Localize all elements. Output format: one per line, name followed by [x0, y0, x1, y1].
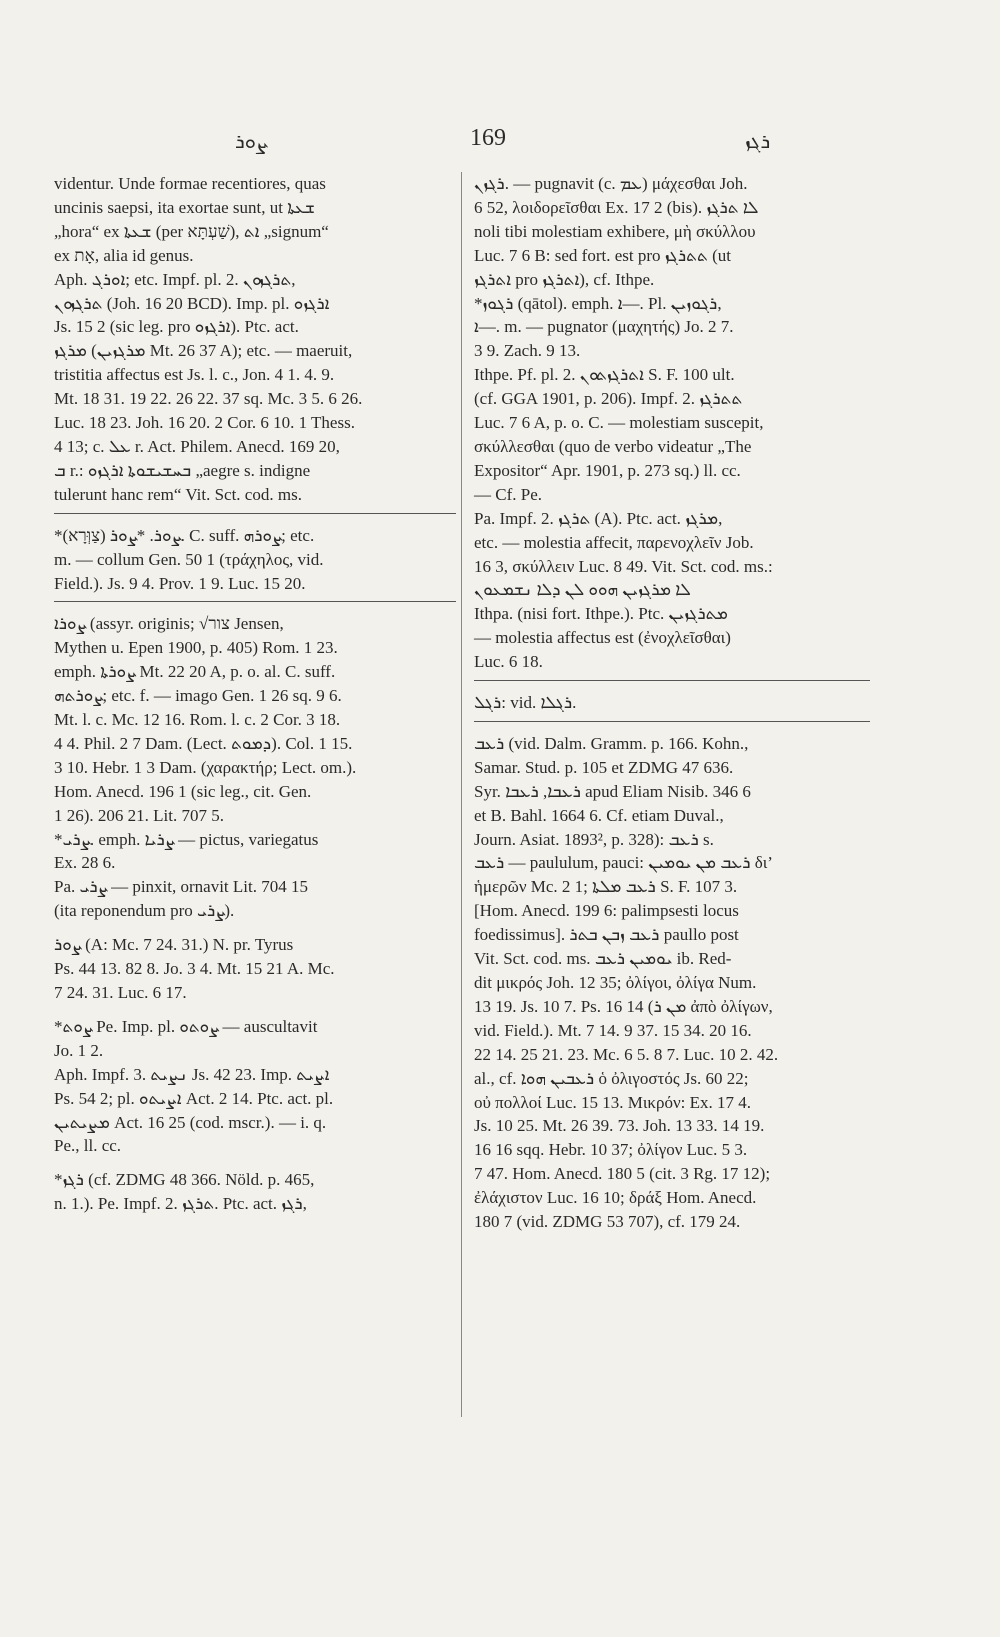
text-line: (ita reponendum pro ܨܪܝ).: [54, 901, 235, 921]
text-line: *ܪܓܙ (cf. ZDMG 48 366. Nöld. p. 465,: [54, 1170, 315, 1190]
text-line: ἡμερῶν Mc. 2 1; ܪܥܒ ܡܠܬܐ S. F. 107 3.: [474, 877, 738, 897]
text-line: 6 52, λοιδορεῖσθαι Ex. 17 2 (bis). ܠܐ ܬܪܓܙ: [474, 197, 759, 217]
text-line: „hora“ ex ܫܥܬܐ (per שַׁעְתָּא), ܐܬ „signum“: [54, 221, 329, 241]
entry-divider: [54, 601, 456, 602]
text-line: vid. Field.). Mt. 7 14. 9 37. 15 34. 20 16.: [474, 1020, 752, 1040]
entry-divider: [474, 680, 870, 681]
text-line: Aph. Impf. 3. ܢܨܝܬ Js. 42 23. Imp. ܐܨܝܬ: [54, 1064, 330, 1084]
page-number: 169: [470, 125, 506, 151]
text-line: Mt. l. c. Mc. 12 16. Rom. l. c. 2 Cor. 3 18.: [54, 710, 341, 730]
text-line: tristitia affectus est Js. l. c., Jon. 4 1. 4. 9.: [54, 365, 335, 385]
text-line: ܪܥܒ — paululum, pauci: ܪܥܒ ܡܢ ܝܘܡܝܢ δι’: [474, 853, 773, 873]
text-line: 16 16 sqq. Hebr. 10 37; ὀλίγον Luc. 5 3.: [474, 1140, 748, 1160]
text-line: ܬܪܓܙܘܢ (Joh. 16 20 BCD). Imp. pl. ܐܪܓܙܘ: [54, 293, 330, 313]
text-line: 13 19. Js. 10 7. Ps. 16 14 (ܡܢ ܪ ἀπὸ ὀλίγων,: [474, 996, 773, 1016]
text-line: noli tibi molestiam exhibere, μὴ σκύλλου: [474, 221, 756, 241]
dictionary-entry: [54, 1168, 456, 1216]
dictionary-entry: [54, 172, 456, 507]
text-line: ܒ r.: ܒܚܫܝܫܘܬܐ ܐܪܓܙܘ „aegre s. indigne: [54, 460, 311, 480]
text-line: ܪܓܙܢ. — pugnavit (c. ܥܡ) μάχεσθαι Joh.: [474, 174, 748, 193]
text-line: 7 47. Hom. Anecd. 180 5 (cit. 3 Rg. 17 12);: [474, 1164, 771, 1184]
text-line: ex אָת, alia id genus.: [54, 245, 194, 265]
text-line: ܨܘܪ (A: Mc. 7 24. 31.) N. pr. Tyrus: [54, 935, 294, 955]
text-line: Field.). Js. 9 4. Prov. 1 9. Luc. 15 20.: [54, 573, 306, 593]
text-line: Pa. Impf. 2. ܬܪܓܙ (A). Ptc. act. ܡܪܓܙ,: [474, 508, 723, 528]
text-line: Aph. ܐܘܪܓ; etc. Impf. pl. 2. ܬܪܓܙܘܢ,: [54, 269, 296, 289]
text-line: tulerunt hanc rem“ Vit. Sct. cod. ms.: [54, 484, 302, 504]
left-column: [54, 172, 456, 1216]
text-line: *ܪܓܘܙ (qātol). emph. ܐ—. Pl. ܪܓܘܙܝܢ,: [474, 293, 722, 313]
text-line: Syr. ܪܥܒܐ, ܪܥܒܐ apud Eliam Nisib. 346 6: [474, 781, 751, 801]
dictionary-entry: [474, 691, 870, 715]
dictionary-entry: [54, 612, 456, 923]
text-line: Ithpe. Pf. pl. 2. ܐܬܪܓܙܬܘܢ S. F. 100 ult.: [474, 365, 735, 385]
text-line: 180 7 (vid. ZDMG 53 707), cf. 179 24.: [474, 1212, 741, 1232]
text-line: Vit. Sct. cod. ms. ܝܘܡܝܢ ܪܥܒ ib. Red-: [474, 949, 732, 969]
text-line: ܐܬܪܓܙ pro ܐܬܪܓܙ), cf. Ithpe.: [474, 269, 655, 289]
text-line: 7 24. 31. Luc. 6 17.: [54, 983, 187, 1002]
text-line: Hom. Anecd. 196 1 (sic leg., cit. Gen.: [54, 781, 312, 801]
text-line: 22 14. 25 21. 23. Mc. 6 5. 8 7. Luc. 10 2. 42.: [474, 1044, 779, 1064]
text-line: Journ. Asiat. 1893², p. 328): ܪܥܒ s.: [474, 829, 714, 849]
text-line: 4 13; c. ܥܠ r. Act. Philem. Anecd. 169 20,: [54, 436, 340, 456]
text-line: Mt. 18 31. 19 22. 26 22. 37 sq. Mc. 3 5. 6 26.: [54, 389, 363, 409]
text-line: al., cf. ܪܥܒܝܢ ܗܘܐ ὁ ὀλιγοστός Js. 60 22;: [474, 1068, 749, 1088]
dictionary-entry: [54, 933, 456, 1005]
text-line: [Hom. Anecd. 199 6: palimpsesti locus: [474, 901, 739, 921]
text-line: Js. 10 25. Mt. 26 39. 73. Joh. 13 33. 14 19.: [474, 1116, 765, 1136]
running-head-left: ܨܘܪ: [235, 129, 267, 153]
running-head-right: ܪܓܙ: [745, 129, 771, 153]
text-line: Pe., ll. cc.: [54, 1136, 122, 1156]
text-line: emph. ܨܘܪܬܐ Mt. 22 20 A, p. o. al. C. suff.: [54, 662, 336, 682]
text-line: *ܨܪܝ. emph. ܨܪܝܐ — pictus, variegatus: [54, 829, 319, 849]
text-line: — Cf. Pe.: [474, 484, 542, 504]
right-column: [474, 172, 870, 1234]
text-line: *ܨܘܪ. *ܨܘܪ (צַוְּרָא). C. suff. ܨܘܪܗ; etc.: [54, 525, 315, 545]
dictionary-entry: [474, 732, 870, 1234]
entry-divider: [54, 513, 456, 514]
text-line: Mythen u. Epen 1900, p. 405) Rom. 1 23.: [54, 638, 338, 658]
text-line: uncinis saepsi, ita exortae sunt, ut ܫܥܬܐ: [54, 197, 315, 217]
entry-gap: [54, 1005, 456, 1015]
text-line: videntur. Unde formae recentiores, quas: [54, 174, 326, 193]
column-divider: [461, 172, 462, 1417]
text-line: et B. Bahl. 1664 6. Cf. etiam Duval.,: [474, 805, 724, 825]
dictionary-entry: [474, 172, 870, 674]
entry-gap: [54, 923, 456, 933]
text-line: Ithpa. (nisi fort. Ithpe.). Ptc. ܡܬܪܓܙܝܢ: [474, 604, 728, 624]
text-line: ܨܘܪܬܗ; etc. f. — imago Gen. 1 26 sq. 9 6.: [54, 686, 342, 706]
text-line: οὐ πολλοί Luc. 15 13. Μικρόν: Ex. 17 4.: [474, 1092, 752, 1112]
text-line: Luc. 7 6 B: sed fort. est pro ܬܬܪܓܙ (ut: [474, 245, 731, 265]
dictionary-entry: [54, 524, 456, 596]
text-line: σκύλλεσθαι (quo de verbo videatur „The: [474, 436, 752, 456]
text-line: 3 10. Hebr. 1 3 Dam. (χαρακτήρ; Lect. om.).: [54, 757, 357, 777]
entry-divider: [474, 721, 870, 722]
text-line: Luc. 6 18.: [474, 652, 543, 672]
text-line: Js. 15 2 (sic leg. pro ܐܪܓܙܘ). Ptc. act.: [54, 317, 299, 337]
text-line: Ex. 28 6.: [54, 853, 116, 873]
text-line: ܡܨܝܬܝܢ Act. 16 25 (cod. mscr.). — i. q.: [54, 1112, 327, 1132]
text-line: Jo. 1 2.: [54, 1040, 104, 1060]
text-line: Luc. 7 6 A, p. o. C. — molestiam suscepit,: [474, 413, 764, 433]
text-line: Expositor“ Apr. 1901, p. 273 sq.) ll. cc.: [474, 460, 741, 480]
text-line: foedissimus]. ܪܥܒ ܙܒܢ ܒܬܪ paullo post: [474, 925, 739, 945]
text-line: ܡܪܓܙ (ܡܪܓܙܝܢ Mt. 26 37 A); etc. — maeruit,: [54, 341, 353, 361]
text-line: 3 9. Zach. 9 13.: [474, 341, 581, 361]
text-line: (cf. GGA 1901, p. 206). Impf. 2. ܬܬܪܓܙ: [474, 389, 743, 409]
text-line: 1 26). 206 21. Lit. 707 5.: [54, 805, 224, 825]
text-line: Samar. Stud. p. 105 et ZDMG 47 636.: [474, 757, 734, 777]
text-line: m. — collum Gen. 50 1 (τράχηλος, vid.: [54, 549, 324, 569]
text-line: ܪܓܠ: vid. ܪܓܠܐ.: [474, 693, 577, 713]
text-line: ܨܘܪܐ (assyr. originis; √צור Jensen,: [54, 614, 284, 634]
text-line: dit μικρός Joh. 12 35; ὀλίγοι, ὀλίγα Num.: [474, 973, 757, 992]
page-header: [0, 125, 1000, 165]
text-line: Pa. ܨܪܝ — pinxit, ornavit Lit. 704 15: [54, 877, 308, 897]
text-line: 4 4. Phil. 2 7 Dam. (Lect. ܕܡܘܬ). Col. 1 15.: [54, 733, 353, 753]
text-line: n. 1.). Pe. Impf. 2. ܬܪܓܙ. Ptc. act. ܪܓܙ,: [54, 1194, 307, 1214]
text-line: Luc. 18 23. Joh. 16 20. 2 Cor. 6 10. 1 Thess.: [54, 413, 355, 433]
entry-gap: [54, 1158, 456, 1168]
text-line: Ps. 44 13. 82 8. Jo. 3 4. Mt. 15 21 A. Mc.: [54, 959, 335, 979]
text-line: — molestia affectus est (ἐνοχλεῖσθαι): [474, 628, 731, 648]
text-line: etc. — molestia affecit, παρενοχλεῖν Job.: [474, 532, 754, 552]
text-line: Ps. 54 2; pl. ܐܨܝܬܘ Act. 2 14. Ptc. act. pl.: [54, 1088, 334, 1108]
text-line: 16 3, σκύλλειν Luc. 8 49. Vit. Sct. cod. ms.:: [474, 556, 773, 576]
text-line: ܐ—. m. — pugnator (μαχητής) Jo. 2 7.: [474, 317, 734, 337]
text-line: ἐλάχιστον Luc. 16 10; δράξ Hom. Anecd.: [474, 1188, 757, 1208]
dictionary-entry: [54, 1015, 456, 1158]
text-line: ܠܐ ܡܪܓܙܝܢ ܗܘܘ ܠܢ ܕܠܐ ܢܫܡܥܘܢ: [474, 580, 691, 600]
text-line: ܪܥܒ (vid. Dalm. Gramm. p. 166. Kohn.,: [474, 733, 749, 753]
text-line: *ܨܘܬ Pe. Imp. pl. ܨܘܬܘ — auscultavit: [54, 1016, 318, 1036]
